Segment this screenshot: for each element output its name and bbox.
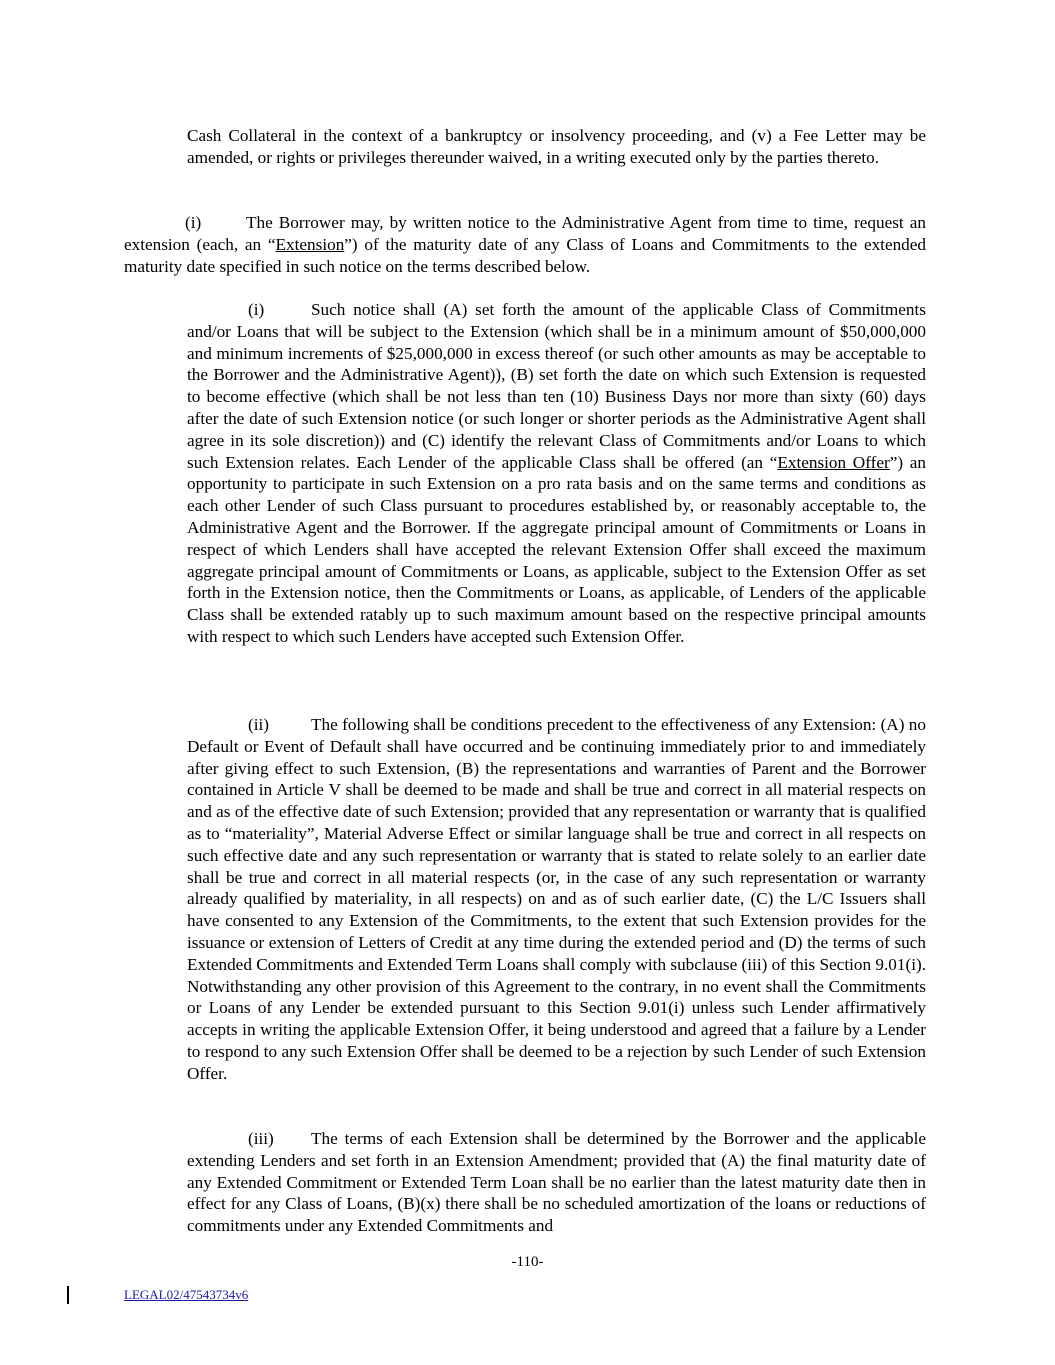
subsection-i-number: (i) <box>248 300 265 319</box>
page-number: -110- <box>511 1254 544 1270</box>
extension-offer-defined-term: Extension Offer <box>777 452 890 472</box>
section-i-text-before: The Borrower may, by written notice to the Administrative Agent from time to time, request an extension (each, an “ <box>124 213 926 254</box>
intro-continuation-paragraph: Cash Collateral in the context of a bankruptcy or insolvency proceeding, and (v) a Fee Letter may be amended, or rights or privileges thereunder waived, in a writing executed only by the parties thereto. <box>187 126 926 167</box>
subsection-iii-text: The terms of each Extension shall be determined by the Borrower and the applicable extending Lenders and set forth in an Extension Amendment; provided that (A) the final maturity date of any Extended Commitment or Extended Term Loan shall be no earlier than the latest maturity date then in effect for any Class of Loans, (B)(x) there shall be no scheduled amortization of the loans or reductions of commitments under any Extended Commitments and <box>187 1129 926 1236</box>
section-i-paragraph <box>124 212 926 277</box>
subsection-ii-number: (ii) <box>248 715 269 734</box>
subsection-i-paragraph <box>187 299 926 648</box>
subsection-ii-paragraph <box>187 714 926 1085</box>
subsection-iii-paragraph <box>187 1128 926 1237</box>
subsection-iii-number: (iii) <box>248 1129 274 1148</box>
section-i-number: (i) <box>185 213 202 232</box>
extension-defined-term: Extension <box>275 234 345 254</box>
revision-bar <box>67 1286 69 1304</box>
section-i-text-after: ”) of the maturity date of any Class of Loans and Commitments to the extended maturity date specified in such notice on the terms described below. <box>124 234 926 276</box>
subsection-i-text-before: Such notice shall (A) set forth the amount of the applicable Class of Commitments and/or Loans that will be subject to the Extension (which shall be in a minimum amount of $50,000,000 and minimum increments of $25,000,000 in excess thereof (or such other amounts as may be acceptable to the Borrower and the Administrative Agent)), (B) set forth the date on which such Extension is requested to become effective (which shall be not less than ten (10) Business Days nor more than sixty (60) days after the date of such Extension notice (or such longer or shorter periods as the Administrative Agent shall agree in its sole discretion)) and (C) identify the relevant Class of Commitments and/or Loans to which such Extension relates. Each Lender of the applicable Class shall be offered (an “ <box>187 300 926 472</box>
subsection-ii-text: The following shall be conditions precedent to the effectiveness of any Extension: (A) no Default or Event of Default shall have occurred and be continuing immediately prior to and immediately after giving effect to such Extension, (B) the representations and warranties of Parent and the Borrower contained in Article V shall be deemed to be made and shall be true and correct in all material respects on and as of the effective date of such Extension; provided that any representation or warranty that is qualified as to “materiality”, Material Adverse Effect or similar language shall be true and correct in all respects on such effective date and any such representation or warranty that is stated to relate solely to an earlier date shall be true and correct in all material respects (or, in the case of any such representation or warranty already qualified by materiality, in all respects) on and as of such earlier date, (C) the L/C Issuers shall have consented to any Extension of the Commitments, to the extent that such Extension provides for the issuance or extension of Letters of Credit at any time during the extended period and (D) the terms of such Extended Commitments and Extended Term Loans shall comply with subclause (iii) of this Section 9.01(i). Notwithstanding any other provision of this Agreement to the contrary, in no event shall the Commitments or Loans of any Lender be extended pursuant to this Section 9.01(i) unless such Lender affirmatively accepts in writing the applicable Extension Offer, it being understood and agreed that a failure by a Lender to respond to any such Extension Offer shall be deemed to be a rejection by such Lender of such Extension Offer. <box>187 715 926 1083</box>
document-id-link[interactable]: LEGAL02/47543734v6 <box>124 1287 249 1302</box>
subsection-i-text-after: ”) an opportunity to participate in such Extension on a pro rata basis and on the same terms and conditions as each other Lender of such Class pursuant to procedures established by, or reasonably acceptable to, the Administrative Agent and the Borrower. If the aggregate principal amount of Commitments or Loans in respect of which Lenders shall have accepted the relevant Extension Offer shall exceed the maximum aggregate principal amount of Commitments or Loans, as applicable, subject to the Extension Offer as set forth in the Extension notice, then the Commitments or Loans, as applicable, of Lenders of the applicable Class shall be extended ratably up to such maximum amount based on the respective principal amounts with respect to which such Lenders have accepted such Extension Offer. <box>187 452 927 646</box>
